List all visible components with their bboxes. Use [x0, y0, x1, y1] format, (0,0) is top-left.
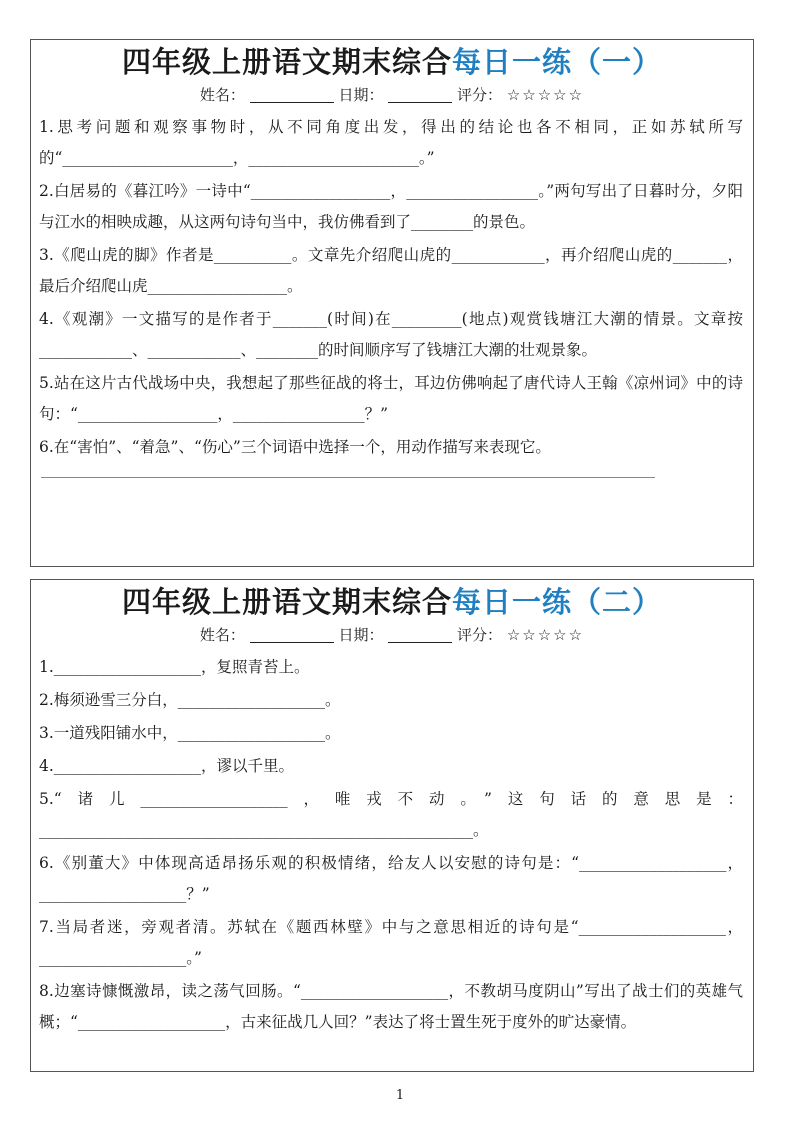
- student-info-row: [31, 624, 753, 646]
- score-stars: ☆☆☆☆☆: [506, 86, 585, 104]
- question-4: 4.___________________，谬以千里。: [39, 757, 295, 775]
- question-5: 5.站在这片古代战场中央，我想起了那些征战的将士，耳边仿佛响起了唐代诗人王翰《凉州词》中的诗句：“__________________，_________________？”: [39, 374, 743, 423]
- title-main: 四年级上册语文期末综合: [121, 45, 452, 79]
- question-3: 3.《爬山虎的脚》作者是__________。文章先介绍爬山虎的____________，再介绍爬山虎的_______，最后介绍爬山虎__________________。: [39, 246, 743, 295]
- title-main: 四年级上册语文期末综合: [121, 585, 452, 619]
- answer-line[interactable]: [41, 477, 655, 478]
- page-number: 1: [395, 1088, 405, 1103]
- question-4: 4.《观潮》一文描写的是作者于_______(时间)在_________(地点)观赏钱塘江大潮的情景。文章按____________、____________、________的时间顺序写了钱塘江大潮的壮观景象。: [39, 310, 743, 359]
- worksheet-title: [31, 42, 753, 82]
- question-7: 7.当局者迷，旁观者清。苏轼在《题西林壁》中与之意思相近的诗句是“___________________，___________________。”: [39, 918, 743, 967]
- title-accent: 每日一练（一）: [452, 45, 663, 79]
- date-label: 日期：: [338, 86, 384, 104]
- question-6: 6.《别董大》中体现高适昂扬乐观的积极情绪，给友人以安慰的诗句是：“___________________，___________________？”: [39, 854, 743, 903]
- question-2: 2.白居易的《暮江吟》一诗中“__________________，_________________。”两句写出了日暮时分，夕阳与江水的相映成趣，从这两句诗句当中，我仿佛看到了________的景色。: [39, 182, 743, 231]
- name-label: 姓名：: [199, 626, 245, 644]
- question-8: 8.边塞诗慷慨激昂，读之荡气回肠。“___________________，不教胡马度阴山”写出了战士们的英雄气概；“___________________，古来征战几人回？”表达了将士置生死于度外的旷达豪情。: [39, 982, 743, 1031]
- question-3: 3.一道残阳铺水中，___________________。: [39, 724, 341, 742]
- question-5: 5.“诸儿___________________，唯戎不动。”这句话的意思是：________________________________________________________。: [39, 790, 743, 839]
- score-label: 评分：: [457, 626, 503, 644]
- name-field[interactable]: [250, 87, 334, 103]
- name-field[interactable]: [250, 627, 334, 643]
- name-label: 姓名：: [199, 86, 245, 104]
- worksheet-title: [31, 582, 753, 622]
- date-label: 日期：: [338, 626, 384, 644]
- worksheet-two: [30, 579, 754, 1072]
- question-list: [31, 106, 753, 478]
- title-accent: 每日一练（二）: [452, 585, 663, 619]
- question-6: 6.在“害怕”、“着急”、“伤心”三个词语中选择一个，用动作描写来表现它。: [39, 438, 551, 456]
- worksheet-one: [30, 39, 754, 567]
- date-field[interactable]: [388, 627, 452, 643]
- score-label: 评分：: [457, 86, 503, 104]
- question-list: [31, 646, 753, 1038]
- question-1: 1.思考问题和观察事物时，从不同角度出发，得出的结论也各不相同，正如苏轼所写的“______________________，______________________。”: [39, 118, 743, 167]
- question-1: 1.___________________，复照青苔上。: [39, 658, 310, 676]
- score-stars: ☆☆☆☆☆: [506, 626, 585, 644]
- question-2: 2.梅须逊雪三分白，___________________。: [39, 691, 341, 709]
- date-field[interactable]: [388, 87, 452, 103]
- student-info-row: [31, 84, 753, 106]
